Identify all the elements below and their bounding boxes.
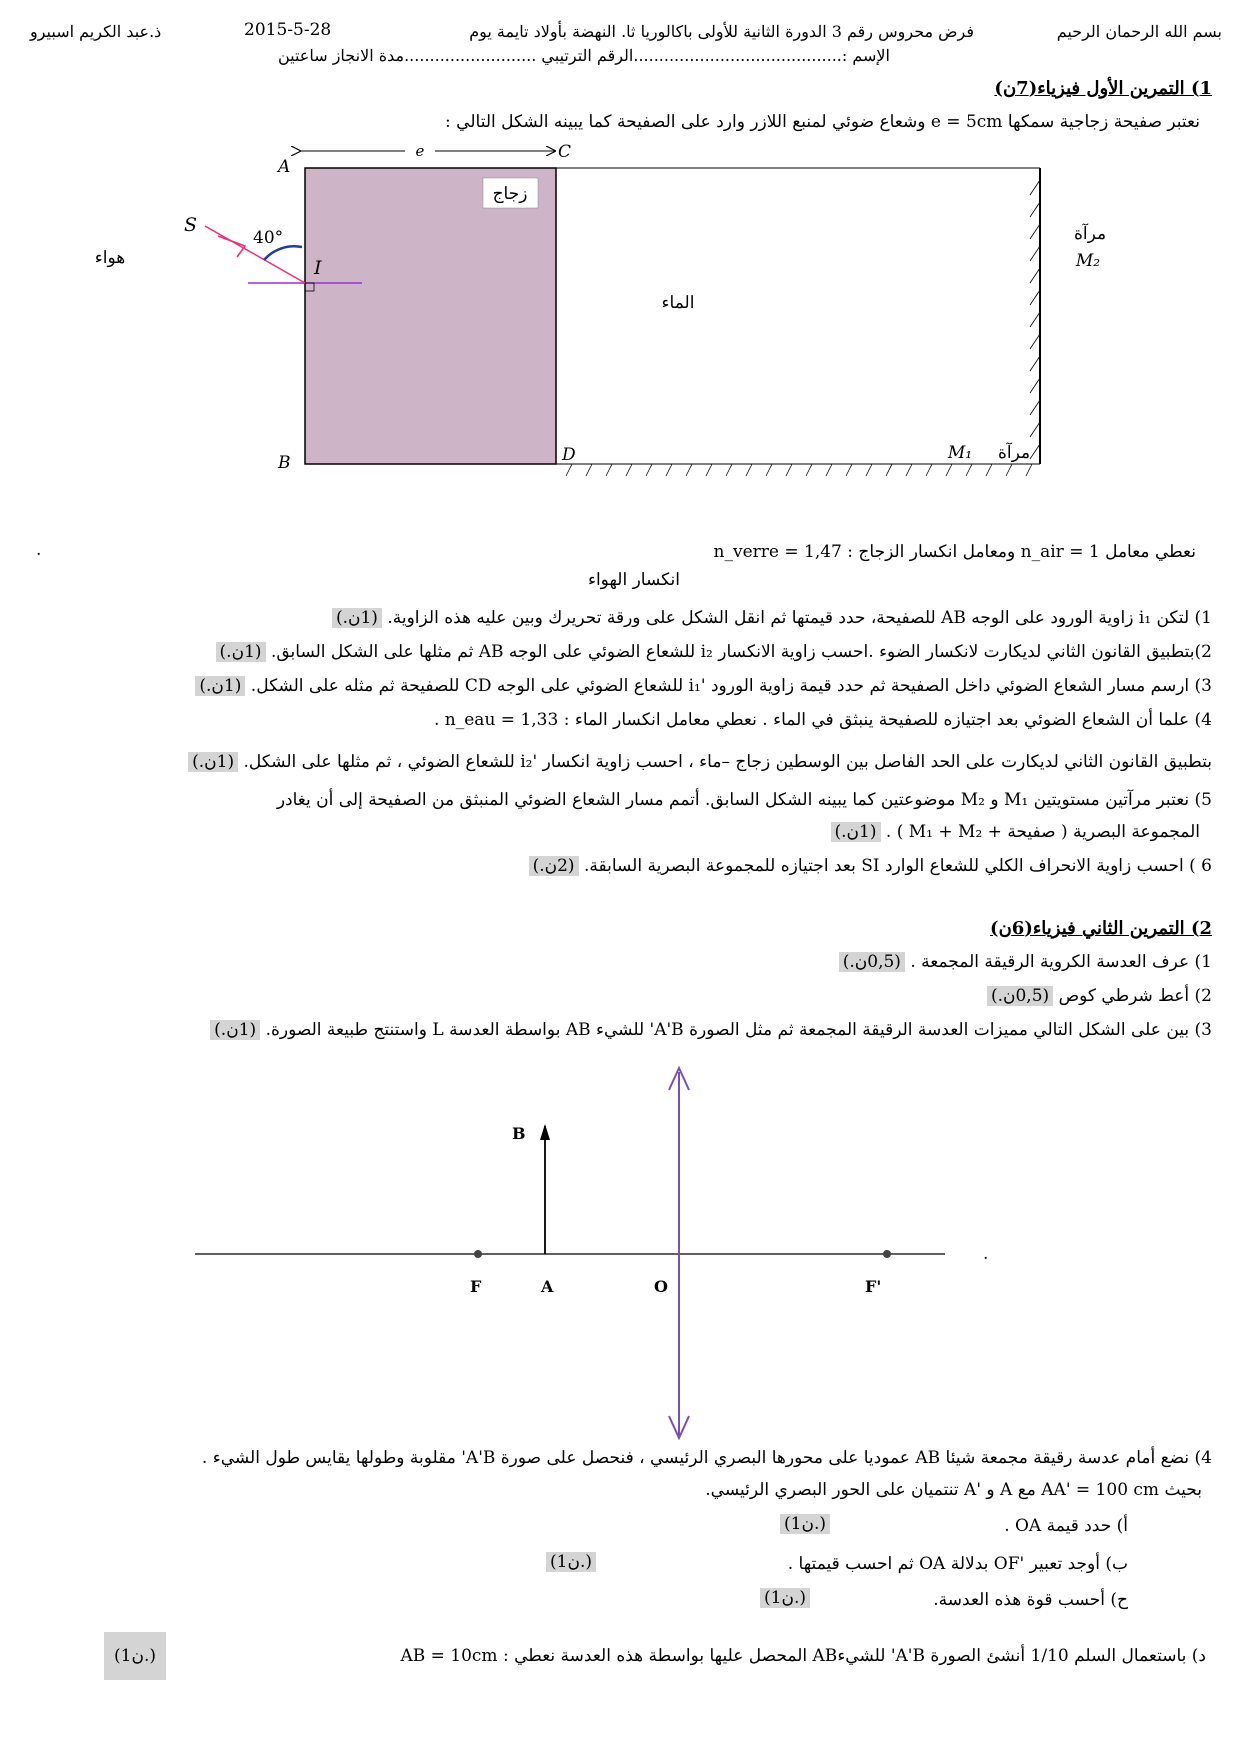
ex1-indices: نعطي معامل n_air = 1 ومعامل انكسار الزجاج : n_verre = 1,47 — [713, 542, 1196, 562]
label-C: C — [558, 142, 572, 162]
angle-label: 40° — [253, 228, 284, 248]
header-exam-info: فرض محروس رقم 3 الدورة الثانية للأولى باكالوريا ثا. النهضة بأولاد تايمة يوم — [469, 22, 974, 41]
ex2-q2 — [987, 986, 1212, 1006]
object-arrowhead — [540, 1124, 550, 1140]
mirror2-label: مرآة — [1073, 224, 1107, 244]
lens-label-O: O — [654, 1277, 668, 1296]
ex2-qb: ب) أوجد تعبير 'OF بدلالة OA ثم احسب قيمتها . — [787, 1554, 1128, 1574]
ex1-q6-points: (2ن.) — [529, 856, 579, 876]
lens-label-F: F — [470, 1277, 482, 1296]
ex2-q3-points: (1ن.) — [210, 1020, 260, 1040]
ex1-q1-text: 1) لتكن i₁ زاوية الورود على الوجه AB للصفيحة، حدد قيمتها ثم انقل الشكل على ورقة تحريرك وبين عليه هذه الزاوية. — [387, 608, 1212, 628]
ex2-q3-text: 3) بين على الشكل التالي مميزات العدسة الرقيقة المجمعة ثم مثل الصورة A'B' للشيء AB بواسطة العدسة L واستنتج طبيعة الصورة. — [265, 1020, 1212, 1040]
ex2-qd-points: (1ن.) — [104, 1632, 166, 1680]
ex1-q1-points: (1ن.) — [332, 608, 382, 628]
ex1-q3-text: 3) ارسم مسار الشعاع الضوئي داخل الصفيحة ثم حدد قيمة زاوية الورود 'i₁ للشعاع الضوئي على الوجه CD للصفيحة ثم مثله على الشكل. — [250, 676, 1212, 696]
ex2-q2-points: (0,5ن.) — [987, 986, 1053, 1006]
header-date: 2015-5-28 — [244, 20, 332, 40]
ex1-figure — [0, 140, 1240, 540]
ex2-q4b: بحيث AA' = 100 cm مع A و 'A تنتميان على الحور البصري الرئيسي. — [705, 1480, 1202, 1500]
ex1-q1 — [332, 608, 1212, 628]
ex2-q1-points: (0,5ن.) — [839, 952, 905, 972]
air-label: هواء — [94, 248, 126, 268]
ex1-title: 1) التمرين الأول فيزياء(7ن) — [994, 78, 1212, 99]
header-teacher: ذ.عبد الكريم اسبيرو — [30, 22, 162, 41]
ex2-q4: 4) نضع أمام عدسة رقيقة مجمعة شيئا AB عموديا على محورها البصري الرئيسي ، فنحصل على صورة A'B' مقلوبة وطولها يقايس طول الشيء . — [201, 1448, 1212, 1468]
ex2-qc-points: (1ن.) — [760, 1588, 810, 1608]
ex1-intro: نعتبر صفيحة زجاجية سمكها e = 5cm وشعاع ضوئي لمنبع اللازر وارد على الصفيحة كما يبينه الشكل التالي : — [445, 112, 1200, 132]
lens-label-B: B — [512, 1124, 526, 1143]
glass-label: زجاج — [492, 184, 528, 204]
ex1-indices-cont: انكسار الهواء — [587, 570, 680, 590]
glass-plate — [305, 168, 556, 464]
label-A: A — [278, 157, 291, 177]
ex1-q5b-text: المجموعة البصرية ( صفيحة + M₁ + M₂ ) . — [885, 822, 1200, 842]
ex1-q3 — [195, 676, 1212, 696]
ex2-qd: د) باستعمال السلم 1/10 أنشئ الصورة A'B' للشيءAB المحصل عليها بواسطة هذه العدسة نعطي : AB = 10cm — [400, 1646, 1206, 1666]
ex1-q2-points: (1ن.) — [216, 642, 266, 662]
ex1-q2 — [216, 642, 1212, 662]
label-e: e — [415, 142, 425, 160]
ex2-qa: أ) حدد قيمة OA . — [1004, 1516, 1128, 1536]
ex2-qa-points: (1ن.) — [780, 1514, 830, 1534]
mirror2-symbol: M₂ — [1075, 251, 1101, 271]
mirror1-symbol: M₁ — [947, 443, 973, 463]
focal-point-Fp — [883, 1250, 891, 1258]
lens-label-A: A — [541, 1277, 554, 1296]
ex2-qb-points: (1ن.) — [546, 1552, 596, 1572]
ex1-q4: 4) علما أن الشعاع الضوئي بعد اجتيازه للصفيحة ينبثق في الماء . نعطي معامل انكسار الماء : n_eau = 1,33 . — [433, 710, 1212, 730]
ex1-q5-points: (1ن.) — [831, 822, 881, 842]
label-D: D — [562, 445, 576, 465]
ex2-q1 — [839, 952, 1212, 972]
header-student-line: الإسم :.........................................الرقم الترتيبي ..........................مدة الانجاز ساعتين — [277, 46, 890, 65]
label-S: S — [184, 214, 198, 236]
focal-point-F — [474, 1250, 482, 1258]
lens-label-Fp: F' — [865, 1277, 882, 1296]
ex1-q2-text: 2)بتطبيق القانون الثاني لديكارت لانكسار الضوء .احسب زاوية الانكسار i₂ للشعاع الضوئي على الوجه AB ثم مثلها على الشكل السابق. — [270, 642, 1212, 662]
ex1-q6-text: 6 ) احسب زاوية الانحراف الكلي للشعاع الوارد SI بعد اجتيازه للمجموعة البصرية السابقة. — [583, 856, 1212, 876]
ex2-q1-text: 1) عرف العدسة الكروية الرقيقة المجمعة . — [910, 952, 1212, 972]
ex1-q4-points: (1ن.) — [188, 752, 238, 772]
label-B: B — [278, 453, 291, 473]
mirror1-label: مرآة — [997, 443, 1031, 463]
lens-figure — [0, 1060, 1240, 1440]
ex2-title: 2) التمرين الثاني فيزياء(6ن) — [990, 918, 1212, 939]
ex1-q5b — [831, 822, 1200, 842]
ex1-q5: 5) نعتبر مرآتين مستويتين M₁ و M₂ موضوعتين كما يبينه الشكل السابق. أتمم مسار الشعاع الضوئي المنبثق من الصفيحة إلى أن يغادر — [276, 790, 1212, 810]
mirror-m1-hatching — [566, 464, 1032, 476]
ex1-q3-points: (1ن.) — [195, 676, 245, 696]
ex2-qc: ح) أحسب قوة هذه العدسة. — [933, 1590, 1128, 1610]
ex2-q2-text: 2) أعط شرطي كوص — [1058, 986, 1212, 1006]
ex1-stray-dot: . — [36, 540, 42, 560]
axis-dot: . — [983, 1244, 989, 1264]
label-I: I — [314, 257, 322, 279]
water-label: الماء — [661, 293, 695, 313]
ex1-q6 — [529, 856, 1212, 876]
ex2-q3 — [210, 1020, 1212, 1040]
ex1-q4b — [188, 752, 1212, 772]
angle-arc — [264, 246, 302, 260]
header-basmala: بسم الله الرحمان الرحيم — [1056, 22, 1222, 41]
ex1-q4b-text: بتطبيق القانون الثاني لديكارت على الحد الفاصل بين الوسطين زجاج –ماء ، احسب زاوية انكسار 'i₂ للشعاع الضوئي ، ثم مثلها على الشكل. — [243, 752, 1212, 772]
mirror-m2-hatching — [1030, 180, 1040, 459]
